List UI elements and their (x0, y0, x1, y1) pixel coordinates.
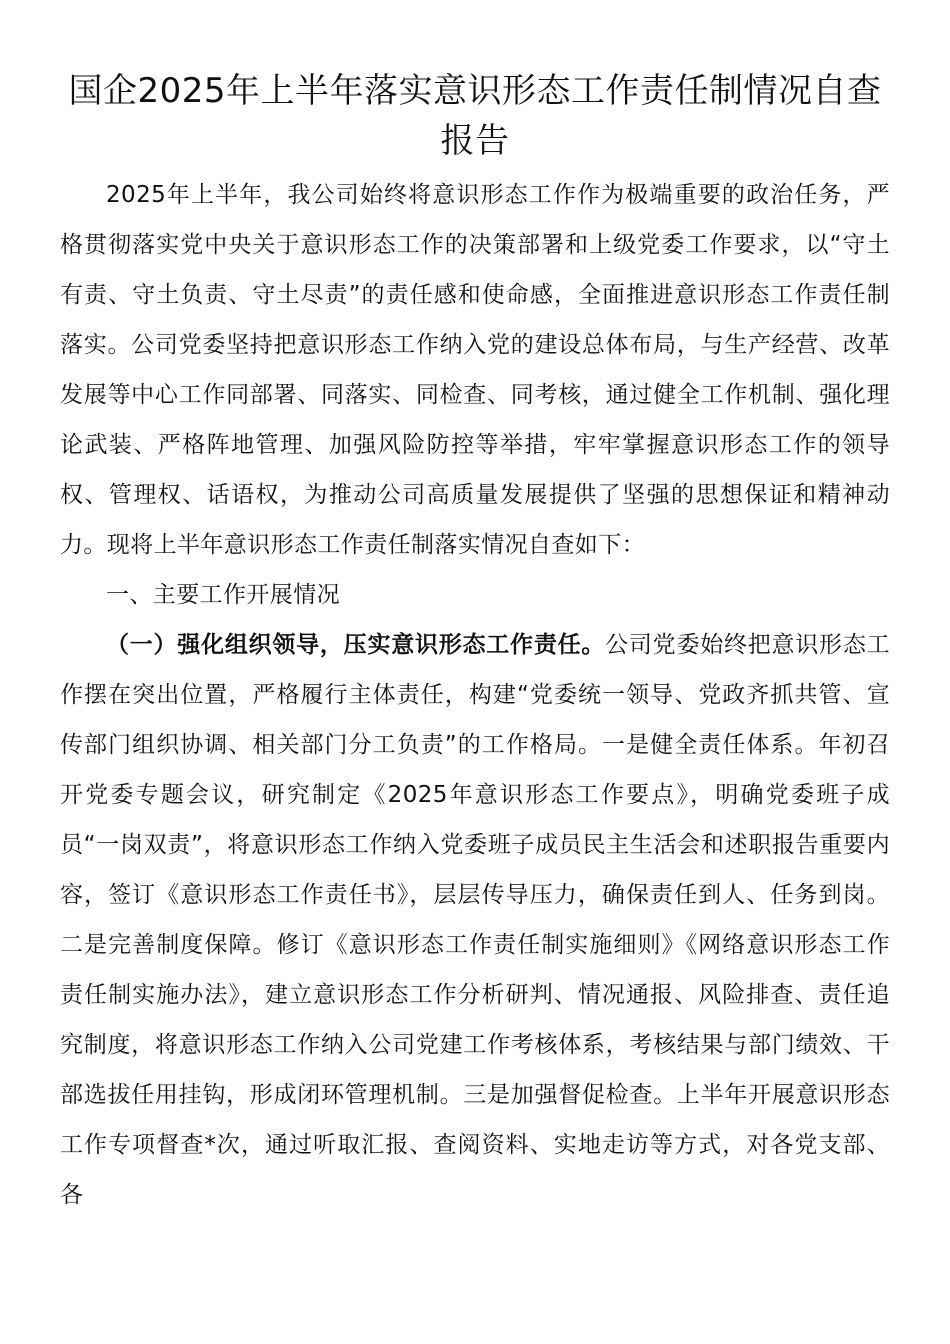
subsection-paragraph (60, 620, 890, 1220)
section-heading: 一、主要工作开展情况 (106, 582, 340, 608)
subsection-body: 公司党委始终把意识形态工作摆在突出位置，严格履行主体责任，构建“党委统一领导、党政齐抓共管、宣传部门组织协调、相关部门分工负责”的工作格局。一是健全责任体系。年初召开党委专题会议，研究制定《2025年意识形态工作要点》，明确党委班子成员“一岗双责”，将意识形态工作纳入党委班子成员民主生活会和述职报告重要内容，签订《意识形态工作责任书》，层层传导压力，确保责任到人、任务到岗。二是完善制度保障。修订《意识形态工作责任制实施细则》《网络意识形态工作责任制实施办法》，建立意识形态工作分析研判、情况通报、风险排查、责任追究制度，将意识形态工作纳入公司党建工作考核体系，考核结果与部门绩效、干部选拔任用挂钩，形成闭环管理机制。三是加强督促检查。上半年开展意识形态工作专项督查*次，通过听取汇报、查阅资料、实地走访等方式，对各党支部、各 (60, 632, 890, 1208)
subsection-heading: （一）强化组织领导，压实意识形态工作责任。 (106, 632, 606, 658)
intro-paragraph: 2025年上半年，我公司始终将意识形态工作作为极端重要的政治任务，严格贯彻落实党中央关于意识形态工作的决策部署和上级党委工作要求，以“守土有责、守土负责、守土尽责”的责任感和使命感，全面推进意识形态工作责任制落实。公司党委坚持把意识形态工作纳入党的建设总体布局，与生产经营、改革发展等中心工作同部署、同落实、同检查、同考核，通过健全工作机制、强化理论武装、严格阵地管理、加强风险防控等举措，牢牢掌握意识形态工作的领导权、管理权、话语权，为推动公司高质量发展提供了坚强的思想保证和精神动力。现将上半年意识形态工作责任制落实情况自查如下： (60, 182, 890, 558)
document-title: 国企2025年上半年落实意识形态工作责任制情况自查报告 (68, 71, 882, 161)
document-body (60, 170, 890, 1220)
